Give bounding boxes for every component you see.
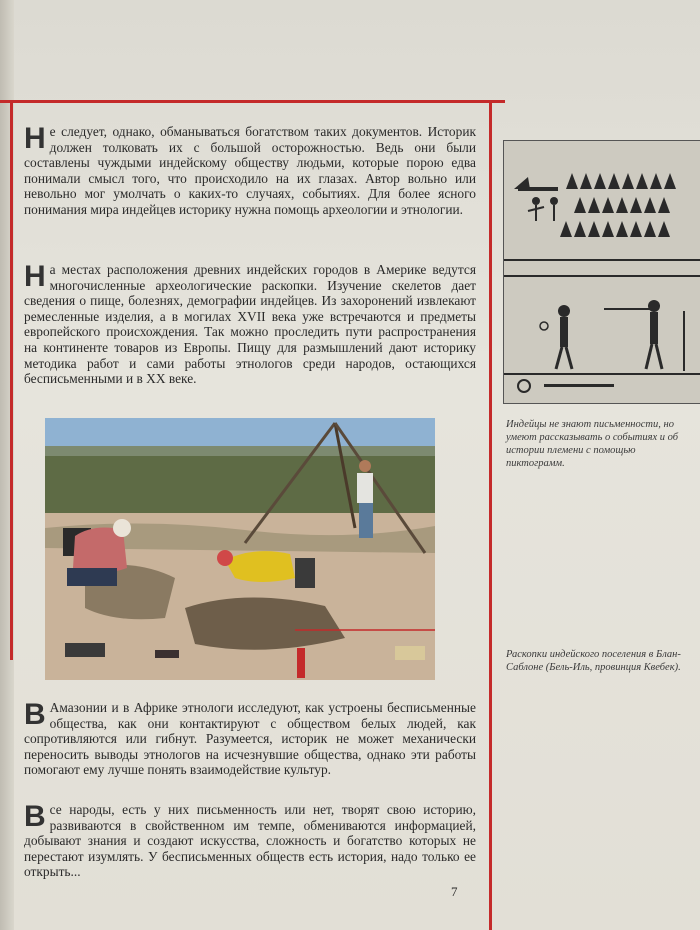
drop-cap: Н [24,260,46,293]
illustration-caption: Индейцы не знают письменности, но умеют рассказывать о событиях и об истории племени с помощью пиктограмм. [506,419,679,469]
pictogram-image [504,141,700,403]
red-frame-right [489,100,492,930]
drop-cap: В [24,698,46,731]
pictogram-illustration [503,140,700,404]
drop-cap: В [24,800,46,833]
excavation-photo [45,418,435,680]
paragraph-text: се народы, есть у них письменность или нет, творят свою историю, развиваются в свойственном им темпе, обмениваются информацией, добывают знания и создают искусства, сложность и богатство которых не перестают изумлять. У бесписьменных обществ есть история, надо только ее открыть... [24,802,476,880]
paragraph-1 [24,124,476,218]
paragraph-text: а местах расположения древних индейских городов в Америке ведутся многочисленные археологические раскопки. Изучение скелетов дает сведения о пище, болезнях, демографии индейцев. Из захоронений извлекают ремесленные изделия, а в могилах XVII века уже встречаются и предметы европейского происхождения. Так можно проследить пути распространения на континенте товаров из Европы. Пищу для размышлений дают историку методика работ и сами работы этнологов среди народов, остающихся бесписьменными и в XX веке. [24,262,476,387]
paragraph-2 [24,262,476,387]
paragraph-text: Амазонии и в Африке этнологи исследуют, как устроены бесписьменные общества, как они контактируют с обществом белых людей, как сопротивляются или гибнут. Разумеется, историк не может механически переносить выводы этнологов на исчезнувшие общества, однако эти работы помогают ему лучше понять взаимодействие культур. [24,700,476,778]
excavation-photo-image [45,418,435,680]
photo-caption: Раскопки индейского поселения в Блан-Саблоне (Бель-Иль, провинция Квебек). [506,649,681,673]
red-frame-top [0,100,505,103]
paragraph-text: е следует, однако, обманываться богатством таких документов. Историк должен толковать их с большой осторожностью. Ведь они были составлены чуждыми индейскому обществу людьми, которые порою едва понимали смысл того, что происходило на их глазах. Автор вольно или невольно мог умолчать о каких-то случаях, событиях. Для более ясного понимания мира индейцев историку нужна помощь археологии и этнологии. [24,124,476,217]
drop-cap: Н [24,122,46,155]
paragraph-4 [24,802,476,880]
red-frame-left [10,100,13,660]
page-number: 7 [451,884,458,899]
paragraph-3 [24,700,476,778]
